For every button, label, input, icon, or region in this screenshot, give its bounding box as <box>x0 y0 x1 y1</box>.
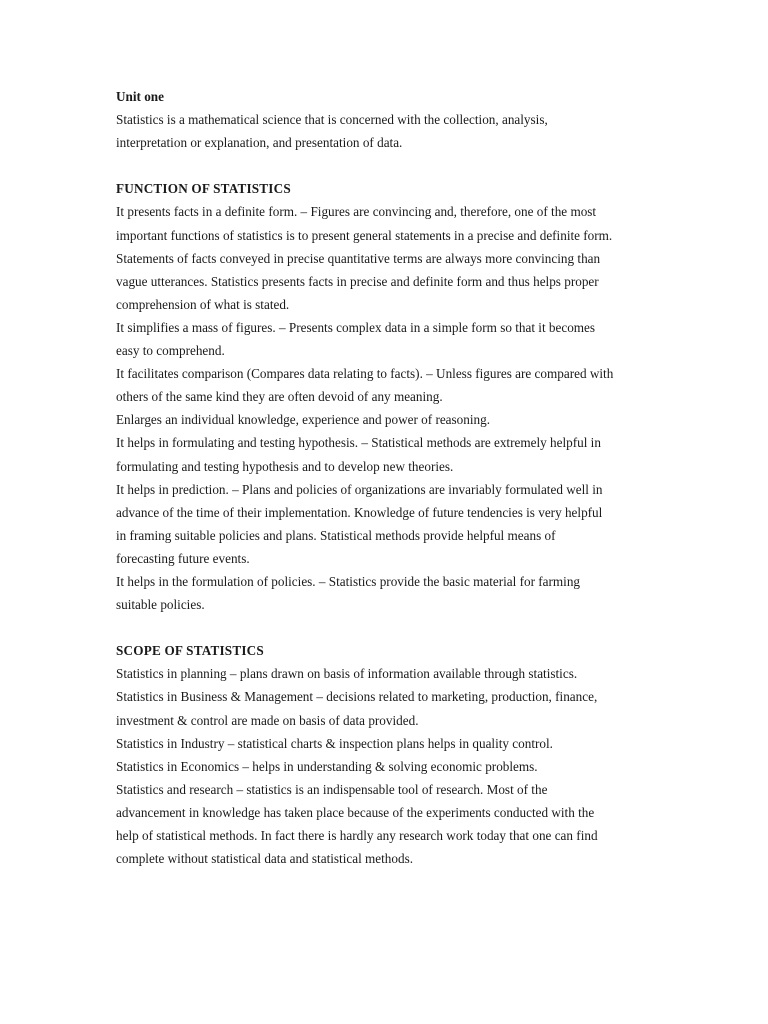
scope-line: Statistics in Economics – helps in understanding & solving economic problems. <box>116 758 538 774</box>
scope-line: complete without statistical data and statistical methods. <box>116 851 414 867</box>
function-line: easy to comprehend. <box>116 343 225 359</box>
scope-line: advancement in knowledge has taken place because of the experiments conducted with the <box>116 804 595 820</box>
function-line: It simplifies a mass of figures. – Presents complex data in a simple form so that it becomes <box>116 319 596 335</box>
scope-line: Statistics in Industry – statistical charts & inspection plans helps in quality control. <box>116 735 553 751</box>
function-line: vague utterances. Statistics presents facts in precise and definite form and thus helps proper <box>116 273 599 289</box>
function-line: It helps in formulating and testing hypothesis. – Statistical methods are extremely helpful in <box>116 435 601 451</box>
function-list <box>116 200 661 616</box>
intro-line: Statistics is a mathematical science that is concerned with the collection, analysis, <box>116 112 548 128</box>
document-page <box>116 85 661 870</box>
function-line: Statements of facts conveyed in precise quantitative terms are always more convincing than <box>116 250 601 266</box>
function-line: It facilitates comparison (Compares data relating to facts). – Unless figures are compared with <box>116 366 614 382</box>
function-line: Enlarges an individual knowledge, experience and power of reasoning. <box>116 412 491 428</box>
scope-list <box>116 662 661 870</box>
function-line: others of the same kind they are often devoid of any meaning. <box>116 389 443 405</box>
function-line: It presents facts in a definite form. – Figures are convincing and, therefore, one of the most <box>116 204 597 220</box>
function-line: in framing suitable policies and plans. Statistical methods provide helpful means of <box>116 527 556 543</box>
function-line: It helps in the formulation of policies. – Statistics provide the basic material for farming <box>116 573 581 589</box>
intro-line: interpretation or explanation, and presentation of data. <box>116 135 403 151</box>
scope-line: Statistics in planning – plans drawn on basis of information available through statistics. <box>116 666 578 682</box>
scope-line: Statistics in Business & Management – decisions related to marketing, production, finance, <box>116 689 598 705</box>
function-line: comprehension of what is stated. <box>116 296 290 312</box>
scope-heading: SCOPE OF STATISTICS <box>116 643 264 659</box>
function-line: suitable policies. <box>116 597 205 613</box>
function-line: advance of the time of their implementation. Knowledge of future tendencies is very helpful <box>116 504 603 520</box>
function-line: forecasting future events. <box>116 550 250 566</box>
scope-line: investment & control are made on basis of data provided. <box>116 712 419 728</box>
scope-line: Statistics and research – statistics is an indispensable tool of research. Most of the <box>116 781 548 797</box>
intro-paragraph <box>116 108 661 154</box>
unit-title: Unit one <box>116 89 164 104</box>
function-heading: FUNCTION OF STATISTICS <box>116 181 291 197</box>
function-line: important functions of statistics is to present general statements in a precise and definite form. <box>116 227 613 243</box>
scope-line: help of statistical methods. In fact there is hardly any research work today that one can find <box>116 828 598 843</box>
function-line: formulating and testing hypothesis and to develop new theories. <box>116 458 454 474</box>
function-line: It helps in prediction. – Plans and policies of organizations are invariably formulated well in <box>116 481 603 497</box>
